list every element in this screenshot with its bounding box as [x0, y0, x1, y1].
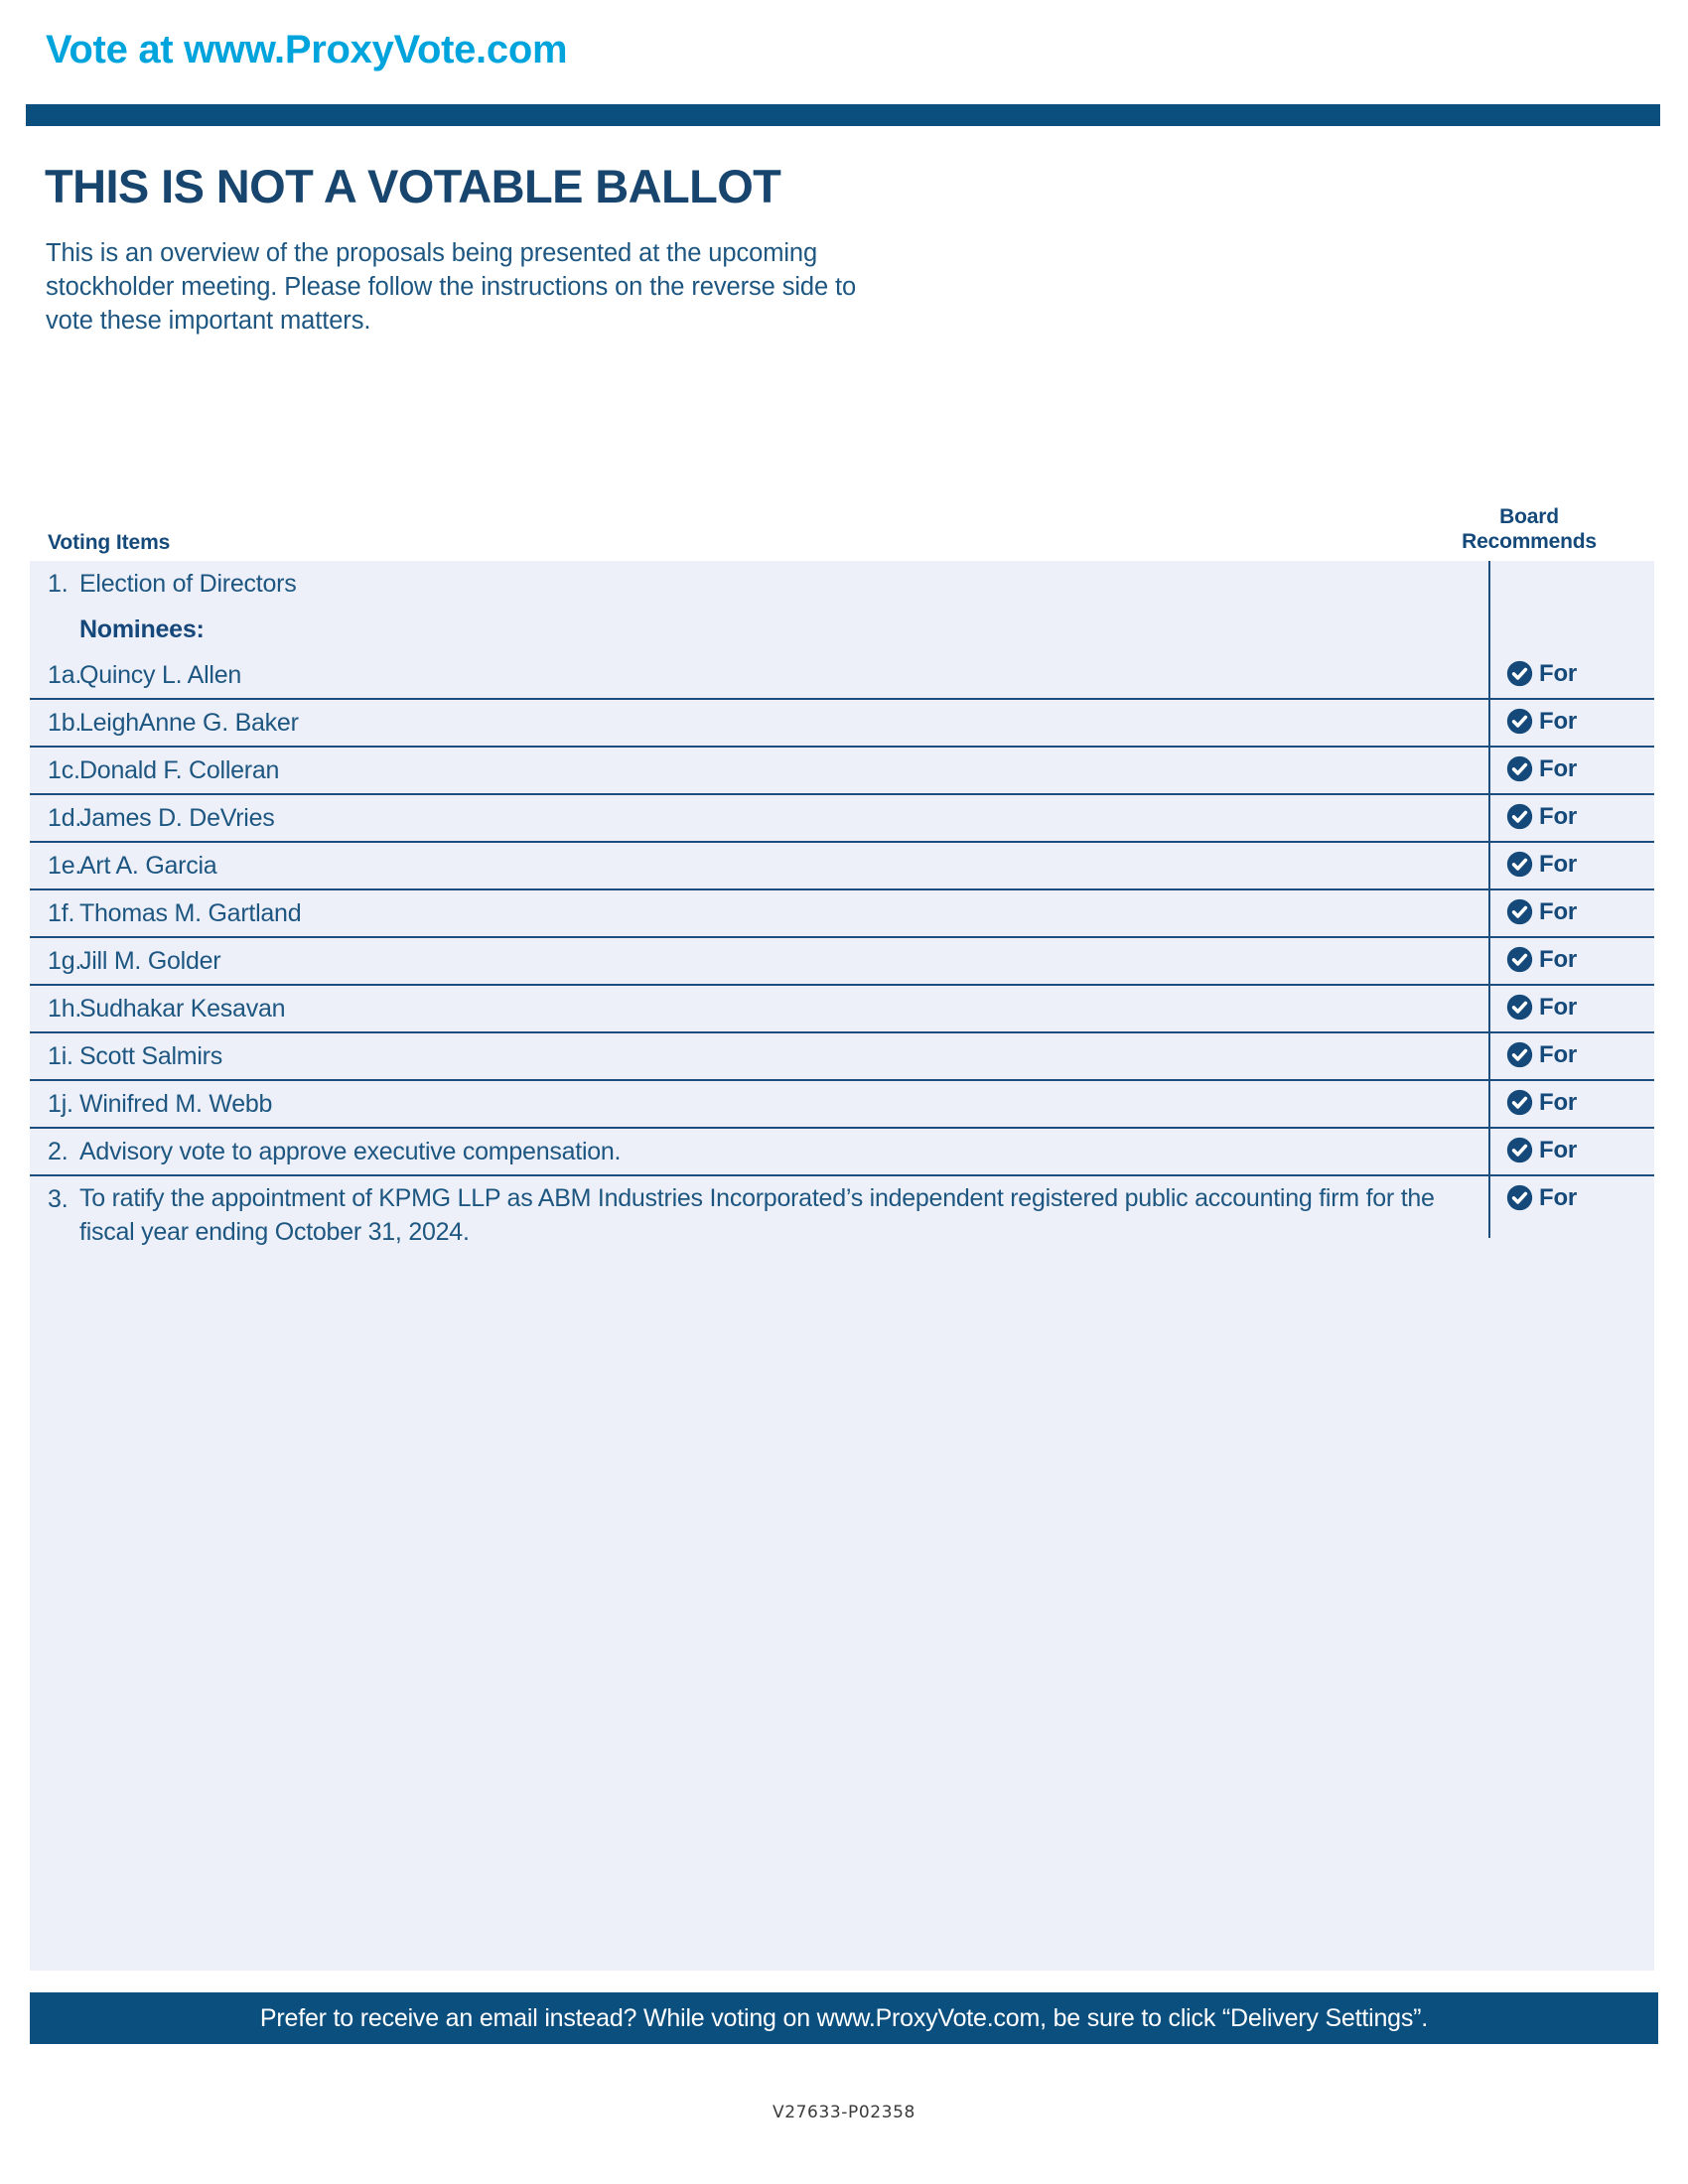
voting-item-number: 1c. — [48, 756, 80, 784]
voting-item-cell — [30, 1033, 1488, 1079]
page-title: THIS IS NOT A VOTABLE BALLOT — [45, 160, 781, 212]
recommendation-label: For — [1539, 898, 1578, 925]
check-circle-icon — [1506, 851, 1533, 878]
voting-item-label: Donald F. Colleran — [79, 756, 280, 784]
footer-message: Prefer to receive an email instead? While voting on www.ProxyVote.com, be sure to click “Delivery Settings”. — [259, 2003, 1429, 2032]
column-header-board-recommends — [1430, 504, 1628, 554]
voting-item-number: 1b. — [48, 709, 82, 737]
voting-item-number: 1e. — [48, 852, 82, 880]
voting-item-label: Jill M. Golder — [79, 947, 221, 975]
voting-item-number: 2. — [48, 1138, 69, 1165]
voting-item-cell — [30, 700, 1488, 746]
check-circle-icon — [1506, 898, 1533, 925]
voting-item-cell — [30, 561, 1488, 607]
board-recommends-line1: Board — [1499, 505, 1559, 528]
footer-banner — [30, 1992, 1658, 2044]
check-circle-icon — [1506, 1137, 1533, 1163]
voting-item-number: 1j. — [48, 1090, 73, 1118]
table-row — [30, 793, 1654, 841]
voting-item-number: 1. — [48, 570, 69, 598]
check-circle-icon — [1506, 1089, 1533, 1116]
recommendation-label: For — [1539, 708, 1578, 735]
voting-item-number: 1g. — [48, 947, 82, 975]
voting-item-cell — [30, 986, 1488, 1031]
check-circle-icon — [1506, 708, 1533, 735]
voting-item-label: Election of Directors — [79, 570, 297, 598]
table-row — [30, 607, 1654, 652]
board-recommendation-cell — [1488, 1033, 1654, 1068]
board-recommends-line2: Recommends — [1462, 530, 1597, 553]
voting-item-cell — [30, 607, 1488, 652]
table-row — [30, 746, 1654, 793]
board-recommendation-cell — [1488, 652, 1654, 687]
voting-item-label: Scott Salmirs — [79, 1042, 223, 1070]
board-recommendation-cell — [1488, 1176, 1654, 1211]
board-recommendation-cell — [1488, 700, 1654, 735]
table-row — [30, 1031, 1654, 1079]
recommendation-label: For — [1539, 1137, 1578, 1163]
control-number: V27633-P02358 — [773, 2103, 915, 2122]
table-row — [30, 936, 1654, 984]
recommendation-label: For — [1539, 755, 1578, 782]
table-row — [30, 652, 1654, 698]
recommendation-label: For — [1539, 946, 1578, 973]
voting-items-table — [30, 561, 1654, 1254]
table-row — [30, 984, 1654, 1031]
board-recommendation-cell — [1488, 938, 1654, 973]
voting-item-cell — [30, 938, 1488, 984]
voting-item-label: Advisory vote to approve executive compensation. — [79, 1138, 622, 1165]
board-recommendation-cell — [1488, 795, 1654, 830]
recommendation-label: For — [1539, 660, 1578, 687]
voting-item-cell — [30, 890, 1488, 936]
table-row — [30, 841, 1654, 888]
voting-item-number: 1i. — [48, 1042, 73, 1070]
board-recommendation-cell — [1488, 986, 1654, 1021]
voting-item-label: Winifred M. Webb — [79, 1090, 273, 1118]
table-row — [30, 888, 1654, 936]
voting-item-cell — [30, 1129, 1488, 1174]
board-recommendation-cell — [1488, 748, 1654, 782]
recommendation-label: For — [1539, 851, 1578, 878]
voting-item-cell — [30, 1176, 1488, 1254]
recommendation-label: For — [1539, 1041, 1578, 1068]
check-circle-icon — [1506, 1041, 1533, 1068]
recommendation-label: For — [1539, 994, 1578, 1021]
voting-item-cell — [30, 843, 1488, 888]
voting-item-number: 3. — [48, 1185, 69, 1213]
board-recommendation-cell — [1488, 1129, 1654, 1163]
voting-item-label: Nominees: — [79, 615, 205, 643]
table-row — [30, 1174, 1654, 1254]
vote-at-heading: Vote at www.ProxyVote.com — [46, 28, 568, 71]
table-row — [30, 1079, 1654, 1127]
table-row — [30, 698, 1654, 746]
column-header-voting-items: Voting Items — [48, 531, 171, 554]
voting-item-label: To ratify the appointment of KPMG LLP as ABM Industries Incorporated’s independent registered public accounting firm for the fiscal year ending October 31, 2024. — [79, 1184, 1435, 1246]
voting-item-label: Sudhakar Kesavan — [79, 995, 286, 1023]
voting-item-label: James D. DeVries — [79, 804, 275, 832]
voting-item-number: 1a. — [48, 661, 82, 689]
table-row — [30, 561, 1654, 607]
recommendation-label: For — [1539, 1184, 1578, 1211]
voting-item-number: 1f. — [48, 899, 75, 927]
voting-item-number: 1d. — [48, 804, 82, 832]
board-recommendation-cell — [1488, 843, 1654, 878]
intro-paragraph: This is an overview of the proposals being presented at the upcoming stockholder meeting. Please follow the instructions on the reverse side to vote these important matters. — [46, 239, 857, 335]
check-circle-icon — [1506, 1184, 1533, 1211]
recommendation-label: For — [1539, 1089, 1578, 1116]
voting-item-label: Quincy L. Allen — [79, 661, 242, 689]
voting-item-number: 1h. — [48, 995, 82, 1023]
voting-item-cell — [30, 1081, 1488, 1127]
voting-item-cell — [30, 748, 1488, 793]
recommendation-label: For — [1539, 803, 1578, 830]
board-recommendation-cell — [1488, 1081, 1654, 1116]
check-circle-icon — [1506, 946, 1533, 973]
voting-item-label: LeighAnne G. Baker — [79, 709, 299, 737]
check-circle-icon — [1506, 755, 1533, 782]
voting-item-label: Art A. Garcia — [79, 852, 217, 880]
voting-item-label: Thomas M. Gartland — [79, 899, 302, 927]
board-recommendation-cell — [1488, 890, 1654, 925]
check-circle-icon — [1506, 994, 1533, 1021]
header-divider-bar — [26, 104, 1660, 126]
check-circle-icon — [1506, 660, 1533, 687]
check-circle-icon — [1506, 803, 1533, 830]
voting-item-cell — [30, 652, 1488, 698]
voting-item-cell — [30, 795, 1488, 841]
table-row — [30, 1127, 1654, 1174]
